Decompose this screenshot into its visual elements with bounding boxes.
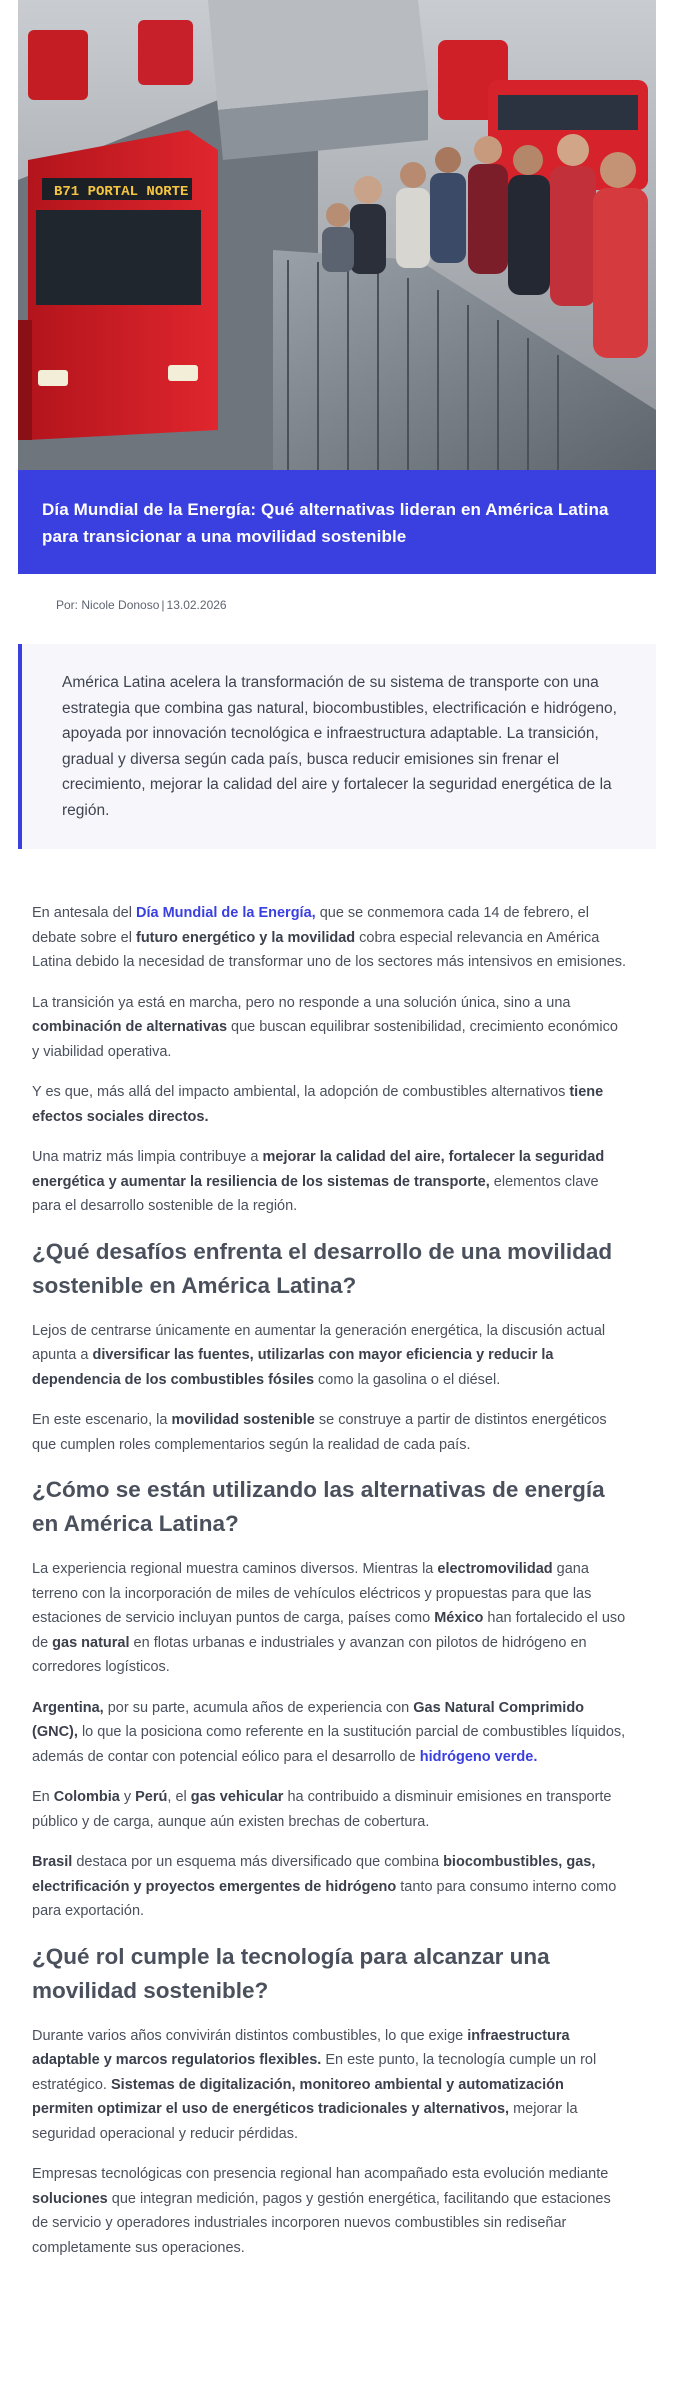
paragraph-6: En este escenario, la movilidad sostenible se construye a partir de distintos energéticos que cumplen roles complementarios según la realidad de cada país. <box>32 1412 607 1453</box>
paragraph-12: Empresas tecnológicas con presencia regional han acompañado esta evolución mediante soluciones que integran medición, pagos y gestión energética, facilitando que estaciones de servicio y operadores industriales incorporen nuevos combustibles sin rediseñar completamente sus operaciones. <box>32 2166 611 2256</box>
summary-text: América Latina acelera la transformación de su sistema de transporte con una estrategia que combina gas natural, biocombustibles, electrificación e hidrógeno, apoyada por innovación tecnológica e infraestructura adaptable. La transición, gradual y diversa según cada país, busca reducir emisiones sin frenar el crecimiento, mejorar la calidad del aire y fortalecer la seguridad energética de la región. <box>62 674 617 819</box>
author-name: Nicole Donoso <box>81 598 160 612</box>
paragraph-2: La transición ya está en marcha, pero no responde a una solución única, sino a una combinación de alternativas que buscan equilibrar sostenibilidad, crecimiento económico y viabilidad operativa. <box>32 994 618 1060</box>
green-hydrogen-link[interactable]: hidrógeno verde. <box>419 1748 538 1765</box>
publish-date: 13.02.2026 <box>166 598 227 612</box>
paragraph-7: La experiencia regional muestra caminos diversos. Mientras la electromovilidad gana terreno con la incorporación de miles de vehículos eléctricos y propuestas para que las estaciones de servicio incluyan puntos de carga, países como México han fortalecido el uso de gas natural en flotas urbanas e industriales y avanzan con pilotos de hidrógeno en corredores logísticos. <box>32 1561 626 1675</box>
paragraph-4: Una matriz más limpia contribuye a mejorar la calidad del aire, fortalecer la seguridad energética y aumentar la resiliencia de los sistemas de transporte, elementos clave para el desarrollo sostenible de la región. <box>32 1149 605 1214</box>
paragraph-10: Brasil destaca por un esquema más diversificado que combina biocombustibles, gas, electrificación y proyectos emergentes de hidrógeno tanto para consumo interno como para exportación. <box>32 1854 617 1919</box>
paragraph-8: Argentina, por su parte, acumula años de experiencia con Gas Natural Comprimido (GNC), lo que la posiciona como referente en la sustitución parcial de combustibles líquidos, además de contar con potencial eólico para el desarrollo de hidrógeno verde. <box>32 1699 626 1765</box>
paragraph-5: Lejos de centrarse únicamente en aumentar la generación energética, la discusión actual apunta a diversificar las fuentes, utilizarlas con mayor eficiencia y reducir la dependencia de los combustibles fósiles como la gasolina o el diésel. <box>32 1322 606 1388</box>
byline-prefix: Por: <box>56 598 79 612</box>
section-heading-challenges: ¿Qué desafíos enfrenta el desarrollo de una movilidad sostenible en América Latina? <box>32 1238 613 1298</box>
energy-day-link[interactable]: Día Mundial de la Energía, <box>136 905 316 921</box>
title-banner <box>18 470 656 574</box>
bus-platform-photo <box>18 0 656 470</box>
byline <box>18 574 656 644</box>
hero-image <box>18 0 656 470</box>
paragraph-1: En antesala del Día Mundial de la Energía, que se conmemora cada 14 de febrero, el debate sobre el futuro energético y la movilidad cobra especial relevancia en América Latina debido la necesidad de transformar uno de los sectores más intensivos en emisiones. <box>32 905 627 970</box>
bus-sign-text: B71 PORTAL NORTE <box>54 184 189 200</box>
article-body <box>18 849 628 2260</box>
byline-separator: | <box>161 598 165 612</box>
section-heading-alternatives: ¿Cómo se están utilizando las alternativas de energía en América Latina? <box>32 1477 605 1536</box>
paragraph-9: En Colombia y Perú, el gas vehicular ha contribuido a disminuir emisiones en transporte público y de carga, aunque aún existen brechas de cobertura. <box>32 1789 612 1830</box>
article-summary <box>18 644 656 849</box>
paragraph-3: Y es que, más allá del impacto ambiental, la adopción de combustibles alternativos tiene efectos sociales directos. <box>32 1084 604 1125</box>
article-title: Día Mundial de la Energía: Qué alternativas lideran en América Latina para transicionar a una movilidad sostenible <box>42 500 609 546</box>
section-heading-technology: ¿Qué rol cumple la tecnología para alcanzar una movilidad sostenible? <box>32 1943 550 2003</box>
paragraph-11: Durante varios años convivirán distintos combustibles, lo que exige infraestructura adaptable y marcos regulatorios flexibles. En este punto, la tecnología cumple un rol estratégico. Sistemas de digitalización, monitoreo ambiental y automatización permiten optimizar el uso de energéticos tradicionales y alternativos, mejorar la seguridad operacional y reducir pérdidas. <box>32 2027 597 2142</box>
